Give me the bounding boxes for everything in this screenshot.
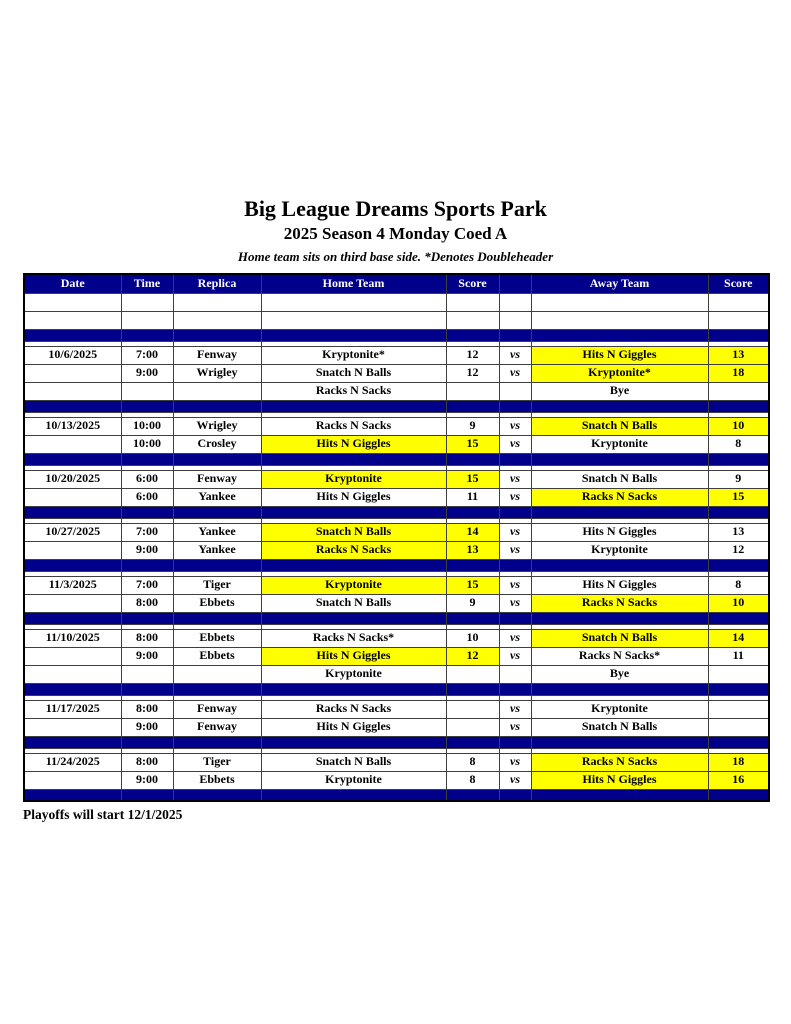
- away-team-cell: [531, 453, 708, 465]
- date-cell: 11/17/2025: [24, 700, 121, 718]
- home-score-cell: [446, 683, 499, 695]
- home-score-cell: [446, 700, 499, 718]
- date-cell: [24, 382, 121, 400]
- away-team-cell: Kryptonite*: [531, 364, 708, 382]
- replica-cell: Ebbets: [173, 647, 261, 665]
- date-cell: [24, 488, 121, 506]
- schedule-row: [24, 417, 769, 435]
- date-cell: [24, 647, 121, 665]
- away-team-cell: [531, 400, 708, 412]
- date-cell: [24, 612, 121, 624]
- vs-cell: vs: [499, 629, 531, 647]
- away-team-cell: [531, 559, 708, 571]
- home-team-cell: Hits N Giggles: [261, 488, 446, 506]
- replica-cell: [173, 311, 261, 329]
- home-score-cell: [446, 329, 499, 341]
- playoffs-note: Playoffs will start 12/1/2025: [23, 807, 183, 822]
- vs-cell: [499, 506, 531, 518]
- home-team-cell: Snatch N Balls: [261, 364, 446, 382]
- home-team-cell: [261, 789, 446, 801]
- vs-cell: vs: [499, 647, 531, 665]
- time-cell: 8:00: [121, 629, 173, 647]
- replica-cell: [173, 400, 261, 412]
- schedule-row: [24, 523, 769, 541]
- replica-cell: [173, 789, 261, 801]
- vs-cell: vs: [499, 417, 531, 435]
- away-team-cell: [531, 612, 708, 624]
- time-cell: [121, 683, 173, 695]
- date-cell: 11/3/2025: [24, 576, 121, 594]
- schedule-row: [24, 576, 769, 594]
- sep-row: [24, 559, 769, 571]
- vs-cell: vs: [499, 594, 531, 612]
- away-score-cell: 8: [708, 435, 769, 453]
- away-team-cell: Hits N Giggles: [531, 346, 708, 364]
- empty-row: [24, 311, 769, 329]
- away-team-cell: [531, 329, 708, 341]
- col-header-replica: Replica: [173, 274, 261, 293]
- replica-cell: [173, 382, 261, 400]
- away-score-cell: [708, 506, 769, 518]
- date-cell: 10/27/2025: [24, 523, 121, 541]
- time-cell: [121, 311, 173, 329]
- date-cell: [24, 453, 121, 465]
- home-score-cell: 14: [446, 523, 499, 541]
- schedule-row: [24, 382, 769, 400]
- time-cell: 8:00: [121, 753, 173, 771]
- away-score-cell: 11: [708, 647, 769, 665]
- sep-row: [24, 789, 769, 801]
- vs-cell: vs: [499, 541, 531, 559]
- away-team-cell: Racks N Sacks*: [531, 647, 708, 665]
- time-cell: [121, 453, 173, 465]
- schedule-row: [24, 488, 769, 506]
- home-team-cell: [261, 400, 446, 412]
- col-header-home-team: Home Team: [261, 274, 446, 293]
- home-score-cell: 13: [446, 541, 499, 559]
- home-team-cell: [261, 329, 446, 341]
- date-cell: [24, 683, 121, 695]
- col-header-time: Time: [121, 274, 173, 293]
- schedule-row: [24, 647, 769, 665]
- vs-cell: [499, 683, 531, 695]
- time-cell: 9:00: [121, 541, 173, 559]
- replica-cell: Ebbets: [173, 771, 261, 789]
- away-team-cell: Racks N Sacks: [531, 753, 708, 771]
- schedule-row: [24, 665, 769, 683]
- vs-cell: [499, 736, 531, 748]
- sep-row: [24, 506, 769, 518]
- vs-cell: vs: [499, 700, 531, 718]
- away-score-cell: [708, 612, 769, 624]
- home-score-cell: [446, 506, 499, 518]
- away-score-cell: [708, 665, 769, 683]
- away-score-cell: [708, 311, 769, 329]
- replica-cell: Fenway: [173, 718, 261, 736]
- vs-cell: [499, 382, 531, 400]
- vs-cell: [499, 400, 531, 412]
- away-score-cell: [708, 329, 769, 341]
- away-team-cell: [531, 736, 708, 748]
- away-score-cell: 8: [708, 576, 769, 594]
- home-team-cell: Racks N Sacks: [261, 541, 446, 559]
- away-team-cell: Bye: [531, 665, 708, 683]
- sep-row: [24, 736, 769, 748]
- date-cell: [24, 718, 121, 736]
- replica-cell: Ebbets: [173, 594, 261, 612]
- date-cell: [24, 293, 121, 311]
- sep-row: [24, 400, 769, 412]
- schedule-body: [24, 293, 769, 801]
- away-team-cell: Kryptonite: [531, 435, 708, 453]
- vs-cell: [499, 293, 531, 311]
- time-cell: [121, 329, 173, 341]
- col-header-away-score: Score: [708, 274, 769, 293]
- home-score-cell: 8: [446, 771, 499, 789]
- home-score-cell: [446, 789, 499, 801]
- time-cell: 7:00: [121, 576, 173, 594]
- date-cell: [24, 771, 121, 789]
- replica-cell: Tiger: [173, 576, 261, 594]
- schedule-row: [24, 541, 769, 559]
- home-team-cell: Kryptonite: [261, 576, 446, 594]
- away-team-cell: Racks N Sacks: [531, 594, 708, 612]
- away-team-cell: Racks N Sacks: [531, 488, 708, 506]
- replica-cell: Ebbets: [173, 629, 261, 647]
- col-header-date: Date: [24, 274, 121, 293]
- vs-cell: vs: [499, 364, 531, 382]
- replica-cell: Fenway: [173, 700, 261, 718]
- schedule-row: [24, 470, 769, 488]
- home-team-cell: Racks N Sacks*: [261, 629, 446, 647]
- vs-cell: [499, 612, 531, 624]
- home-team-cell: Racks N Sacks: [261, 382, 446, 400]
- home-score-cell: 12: [446, 346, 499, 364]
- home-team-cell: Racks N Sacks: [261, 700, 446, 718]
- away-team-cell: Hits N Giggles: [531, 771, 708, 789]
- date-cell: [24, 789, 121, 801]
- vs-cell: vs: [499, 718, 531, 736]
- date-cell: [24, 665, 121, 683]
- home-score-cell: 15: [446, 435, 499, 453]
- time-cell: [121, 382, 173, 400]
- away-team-cell: Hits N Giggles: [531, 576, 708, 594]
- home-score-cell: 12: [446, 647, 499, 665]
- sep-row: [24, 329, 769, 341]
- sep-row: [24, 612, 769, 624]
- home-team-cell: Hits N Giggles: [261, 435, 446, 453]
- home-team-cell: Kryptonite: [261, 771, 446, 789]
- away-team-cell: [531, 293, 708, 311]
- date-cell: [24, 435, 121, 453]
- replica-cell: Yankee: [173, 523, 261, 541]
- date-cell: [24, 329, 121, 341]
- away-score-cell: 15: [708, 488, 769, 506]
- away-score-cell: 13: [708, 346, 769, 364]
- home-score-cell: [446, 612, 499, 624]
- replica-cell: Wrigley: [173, 364, 261, 382]
- away-score-cell: [708, 789, 769, 801]
- replica-cell: [173, 736, 261, 748]
- vs-cell: vs: [499, 346, 531, 364]
- home-score-cell: 15: [446, 470, 499, 488]
- date-cell: 10/6/2025: [24, 346, 121, 364]
- time-cell: [121, 789, 173, 801]
- home-team-cell: [261, 311, 446, 329]
- home-team-cell: Kryptonite*: [261, 346, 446, 364]
- schedule-row: [24, 753, 769, 771]
- home-score-cell: [446, 382, 499, 400]
- date-cell: [24, 559, 121, 571]
- home-team-cell: [261, 293, 446, 311]
- home-score-cell: [446, 311, 499, 329]
- away-team-cell: Kryptonite: [531, 541, 708, 559]
- time-cell: [121, 736, 173, 748]
- time-cell: 7:00: [121, 346, 173, 364]
- vs-cell: vs: [499, 771, 531, 789]
- away-score-cell: [708, 400, 769, 412]
- time-cell: [121, 400, 173, 412]
- replica-cell: Tiger: [173, 753, 261, 771]
- away-team-cell: Bye: [531, 382, 708, 400]
- away-score-cell: [708, 700, 769, 718]
- home-team-cell: Kryptonite: [261, 470, 446, 488]
- vs-cell: vs: [499, 435, 531, 453]
- away-score-cell: 14: [708, 629, 769, 647]
- home-team-cell: Snatch N Balls: [261, 523, 446, 541]
- away-score-cell: [708, 736, 769, 748]
- date-cell: 11/24/2025: [24, 753, 121, 771]
- away-score-cell: [708, 559, 769, 571]
- time-cell: 10:00: [121, 435, 173, 453]
- away-score-cell: 10: [708, 417, 769, 435]
- home-team-cell: [261, 683, 446, 695]
- date-cell: [24, 364, 121, 382]
- vs-cell: vs: [499, 470, 531, 488]
- time-cell: 9:00: [121, 647, 173, 665]
- vs-cell: [499, 559, 531, 571]
- schedule-row: [24, 364, 769, 382]
- col-header-home-score: Score: [446, 274, 499, 293]
- home-score-cell: [446, 400, 499, 412]
- vs-cell: vs: [499, 576, 531, 594]
- away-score-cell: 13: [708, 523, 769, 541]
- home-score-cell: 12: [446, 364, 499, 382]
- time-cell: 9:00: [121, 771, 173, 789]
- home-score-cell: 15: [446, 576, 499, 594]
- title-block: [0, 0, 791, 264]
- home-score-cell: [446, 453, 499, 465]
- time-cell: 7:00: [121, 523, 173, 541]
- home-team-cell: Snatch N Balls: [261, 753, 446, 771]
- home-team-cell: Hits N Giggles: [261, 718, 446, 736]
- home-team-cell: Hits N Giggles: [261, 647, 446, 665]
- home-score-cell: [446, 293, 499, 311]
- time-cell: 6:00: [121, 488, 173, 506]
- date-cell: [24, 594, 121, 612]
- time-cell: [121, 559, 173, 571]
- schedule-row: [24, 629, 769, 647]
- replica-cell: [173, 559, 261, 571]
- home-team-cell: [261, 453, 446, 465]
- home-team-cell: [261, 506, 446, 518]
- sep-row: [24, 453, 769, 465]
- time-cell: [121, 506, 173, 518]
- date-cell: [24, 736, 121, 748]
- away-score-cell: 10: [708, 594, 769, 612]
- replica-cell: Yankee: [173, 541, 261, 559]
- schedule-row: [24, 718, 769, 736]
- away-team-cell: Kryptonite: [531, 700, 708, 718]
- vs-cell: [499, 311, 531, 329]
- date-cell: [24, 311, 121, 329]
- schedule-row: [24, 435, 769, 453]
- away-score-cell: [708, 293, 769, 311]
- home-team-cell: [261, 736, 446, 748]
- away-team-cell: [531, 683, 708, 695]
- away-score-cell: 18: [708, 753, 769, 771]
- vs-cell: vs: [499, 523, 531, 541]
- vs-cell: [499, 453, 531, 465]
- time-cell: [121, 293, 173, 311]
- date-cell: [24, 541, 121, 559]
- schedule-row: [24, 594, 769, 612]
- away-score-cell: [708, 683, 769, 695]
- away-score-cell: 18: [708, 364, 769, 382]
- time-cell: [121, 612, 173, 624]
- home-score-cell: [446, 736, 499, 748]
- col-header-vs: [499, 274, 531, 293]
- schedule-row: [24, 771, 769, 789]
- date-cell: [24, 506, 121, 518]
- home-score-cell: 10: [446, 629, 499, 647]
- time-cell: 8:00: [121, 700, 173, 718]
- away-score-cell: 9: [708, 470, 769, 488]
- home-team-cell: Racks N Sacks: [261, 417, 446, 435]
- away-team-cell: Hits N Giggles: [531, 523, 708, 541]
- time-cell: 6:00: [121, 470, 173, 488]
- date-cell: [24, 400, 121, 412]
- home-score-cell: 9: [446, 417, 499, 435]
- home-score-cell: [446, 718, 499, 736]
- away-score-cell: [708, 382, 769, 400]
- time-cell: 8:00: [121, 594, 173, 612]
- home-score-cell: [446, 559, 499, 571]
- away-score-cell: 16: [708, 771, 769, 789]
- time-cell: 9:00: [121, 364, 173, 382]
- home-team-cell: [261, 559, 446, 571]
- away-team-cell: Snatch N Balls: [531, 718, 708, 736]
- home-team-cell: Kryptonite: [261, 665, 446, 683]
- vs-cell: [499, 789, 531, 801]
- away-team-cell: [531, 311, 708, 329]
- sep-row: [24, 683, 769, 695]
- empty-row: [24, 293, 769, 311]
- replica-cell: Fenway: [173, 470, 261, 488]
- replica-cell: Yankee: [173, 488, 261, 506]
- away-team-cell: Snatch N Balls: [531, 470, 708, 488]
- replica-cell: [173, 683, 261, 695]
- schedule-row: [24, 346, 769, 364]
- home-team-note: Home team sits on third base side. *Denotes Doubleheader: [237, 249, 554, 264]
- replica-cell: [173, 665, 261, 683]
- away-score-cell: 12: [708, 541, 769, 559]
- away-team-cell: [531, 506, 708, 518]
- home-score-cell: 8: [446, 753, 499, 771]
- time-cell: 10:00: [121, 417, 173, 435]
- home-team-cell: Snatch N Balls: [261, 594, 446, 612]
- vs-cell: vs: [499, 488, 531, 506]
- replica-cell: [173, 453, 261, 465]
- home-score-cell: 11: [446, 488, 499, 506]
- home-score-cell: [446, 665, 499, 683]
- vs-cell: vs: [499, 753, 531, 771]
- away-score-cell: [708, 718, 769, 736]
- replica-cell: [173, 329, 261, 341]
- time-cell: 9:00: [121, 718, 173, 736]
- replica-cell: Fenway: [173, 346, 261, 364]
- vs-cell: [499, 329, 531, 341]
- date-cell: 11/10/2025: [24, 629, 121, 647]
- replica-cell: [173, 506, 261, 518]
- away-team-cell: Snatch N Balls: [531, 629, 708, 647]
- replica-cell: Crosley: [173, 435, 261, 453]
- schedule-table: [23, 273, 770, 802]
- replica-cell: [173, 293, 261, 311]
- home-team-cell: [261, 612, 446, 624]
- replica-cell: Wrigley: [173, 417, 261, 435]
- page-subtitle: 2025 Season 4 Monday Coed A: [283, 224, 508, 243]
- vs-cell: [499, 665, 531, 683]
- date-cell: 10/13/2025: [24, 417, 121, 435]
- col-header-away-team: Away Team: [531, 274, 708, 293]
- header-row: [24, 274, 769, 293]
- away-team-cell: Snatch N Balls: [531, 417, 708, 435]
- away-score-cell: [708, 453, 769, 465]
- schedule-row: [24, 700, 769, 718]
- replica-cell: [173, 612, 261, 624]
- home-score-cell: 9: [446, 594, 499, 612]
- time-cell: [121, 665, 173, 683]
- away-team-cell: [531, 789, 708, 801]
- page-title: Big League Dreams Sports Park: [244, 196, 547, 221]
- date-cell: 10/20/2025: [24, 470, 121, 488]
